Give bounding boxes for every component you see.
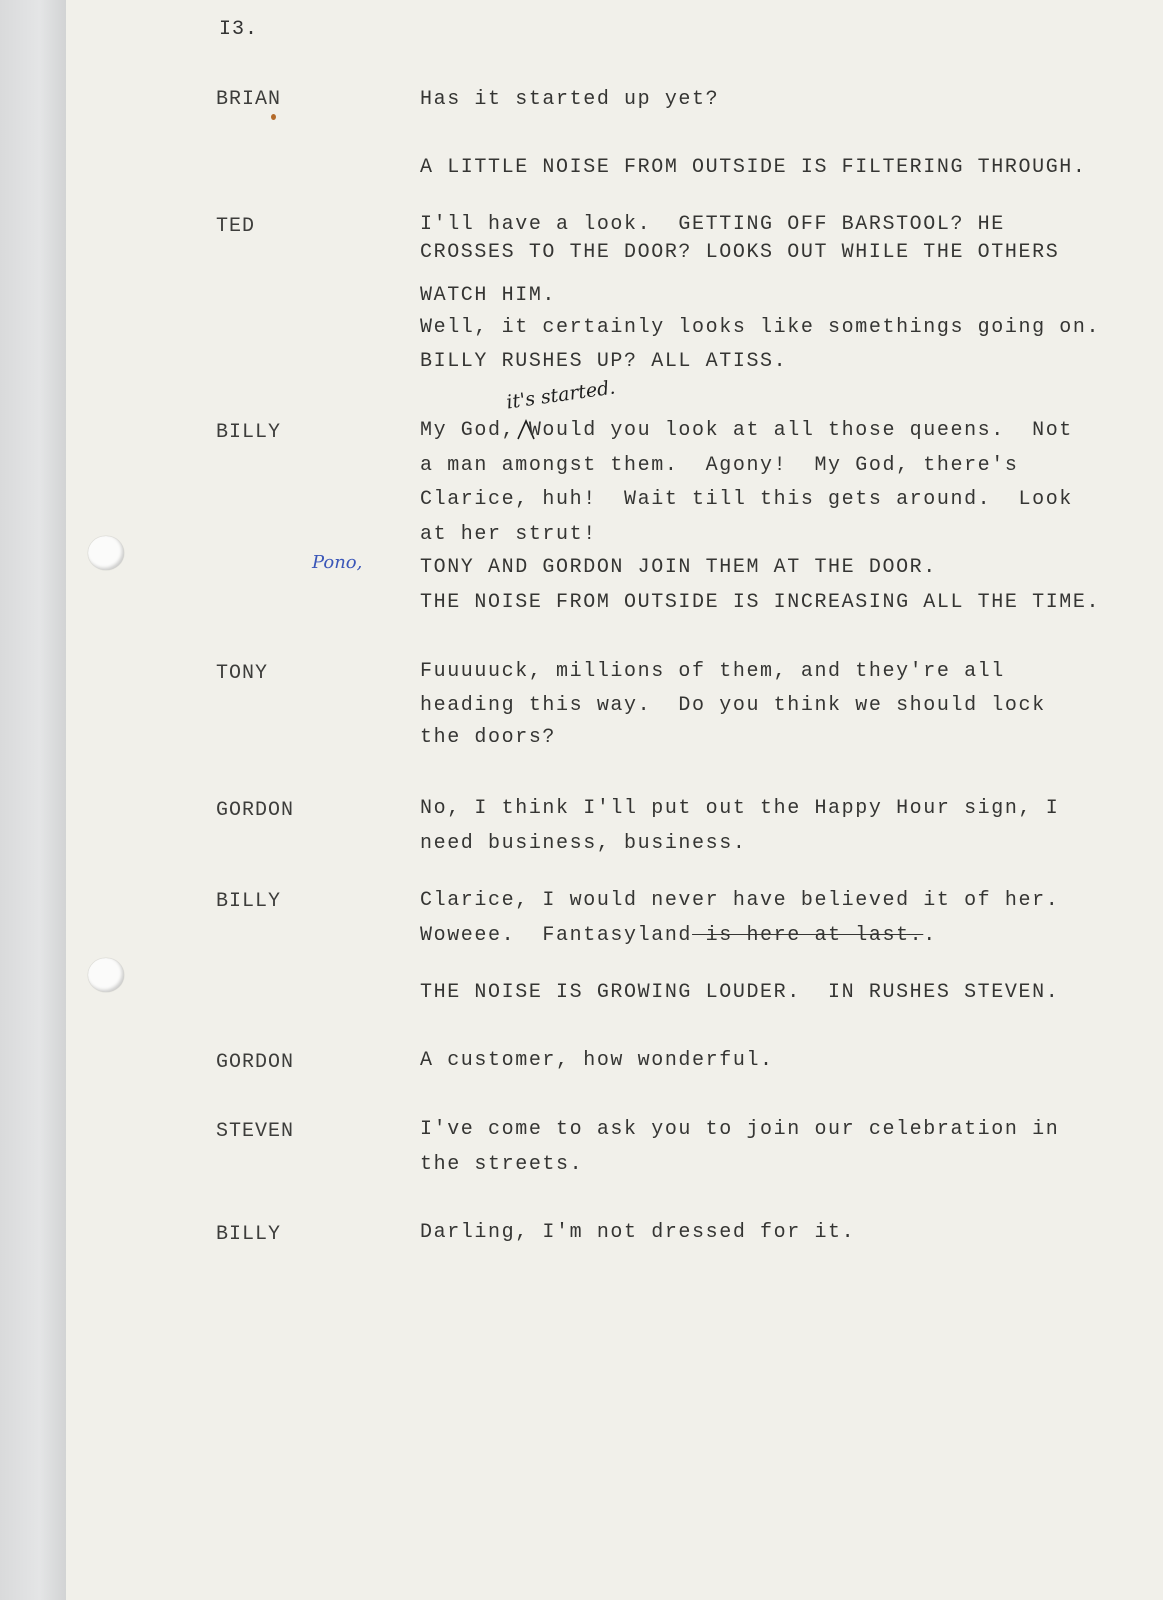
script-page [66, 0, 1163, 1600]
dialogue-line: Clarice, huh! Wait till this gets around. Look [420, 488, 1073, 511]
dialogue-line: Has it started up yet? [420, 88, 720, 111]
stage-direction: THE NOISE IS GROWING LOUDER. IN RUSHES STEVEN. [420, 981, 1060, 1004]
dialogue-line: the streets. [420, 1153, 584, 1176]
page-number: I3. [219, 18, 259, 41]
speaker-name: TED [216, 215, 256, 238]
dialogue-line: Well, it certainly looks like somethings going on. [420, 316, 1101, 339]
dialogue-line [420, 924, 937, 947]
dialogue-line: Fuuuuuck, millions of them, and they're all [420, 660, 1005, 683]
dialogue-line: a man amongst them. Agony! My God, there's [420, 454, 1019, 477]
speaker-name: BILLY [216, 1223, 282, 1246]
stage-direction: TONY AND GORDON JOIN THEM AT THE DOOR. [420, 556, 937, 579]
dialogue-line: the doors? [420, 726, 557, 749]
stage-direction: A LITTLE NOISE FROM OUTSIDE IS FILTERING THROUGH. [420, 156, 1087, 179]
line-end: . [923, 924, 937, 947]
punch-hole [88, 536, 124, 570]
dialogue-line: I've come to ask you to join our celebration in [420, 1118, 1060, 1141]
speaker-name: BILLY [216, 421, 282, 444]
struck-text: is here at last. [692, 924, 924, 947]
speaker-name: STEVEN [216, 1120, 295, 1143]
dialogue-line: No, I think I'll put out the Happy Hour sign, I [420, 797, 1060, 820]
dialogue-line: WATCH HIM. [420, 284, 557, 307]
dialogue-text: Woweee. Fantasyland [420, 924, 693, 947]
margin-note: Pono, [312, 552, 363, 573]
scan-edge [0, 0, 66, 1600]
speaker-name: GORDON [216, 799, 295, 822]
punch-hole [88, 958, 124, 992]
dialogue-line: Clarice, I would never have believed it of her. [420, 889, 1060, 912]
dialogue-line: Darling, I'm not dressed for it. [420, 1221, 856, 1244]
handwritten-insertion: it's started. [505, 376, 617, 414]
speaker-name: BILLY [216, 890, 282, 913]
dialogue-line: at her strut! [420, 523, 597, 546]
stage-direction: THE NOISE FROM OUTSIDE IS INCREASING ALL THE TIME. [420, 591, 1101, 614]
dialogue-line: My God, Would you look at all those queens. Not [420, 419, 1073, 442]
dialogue-line: A customer, how wonderful. [420, 1049, 774, 1072]
speaker-name: GORDON [216, 1051, 295, 1074]
speaker-name: BRIAN [216, 88, 282, 111]
dialogue-line: need business, business. [420, 832, 747, 855]
dialogue-line: I'll have a look. GETTING OFF BARSTOOL? HE [420, 213, 1005, 236]
dialogue-line: BILLY RUSHES UP? ALL ATISS. [420, 350, 788, 373]
dialogue-line: CROSSES TO THE DOOR? LOOKS OUT WHILE THE OTHERS [420, 241, 1060, 264]
ink-speck [271, 114, 276, 120]
speaker-name: TONY [216, 662, 269, 685]
dialogue-line: heading this way. Do you think we should lock [420, 694, 1046, 717]
